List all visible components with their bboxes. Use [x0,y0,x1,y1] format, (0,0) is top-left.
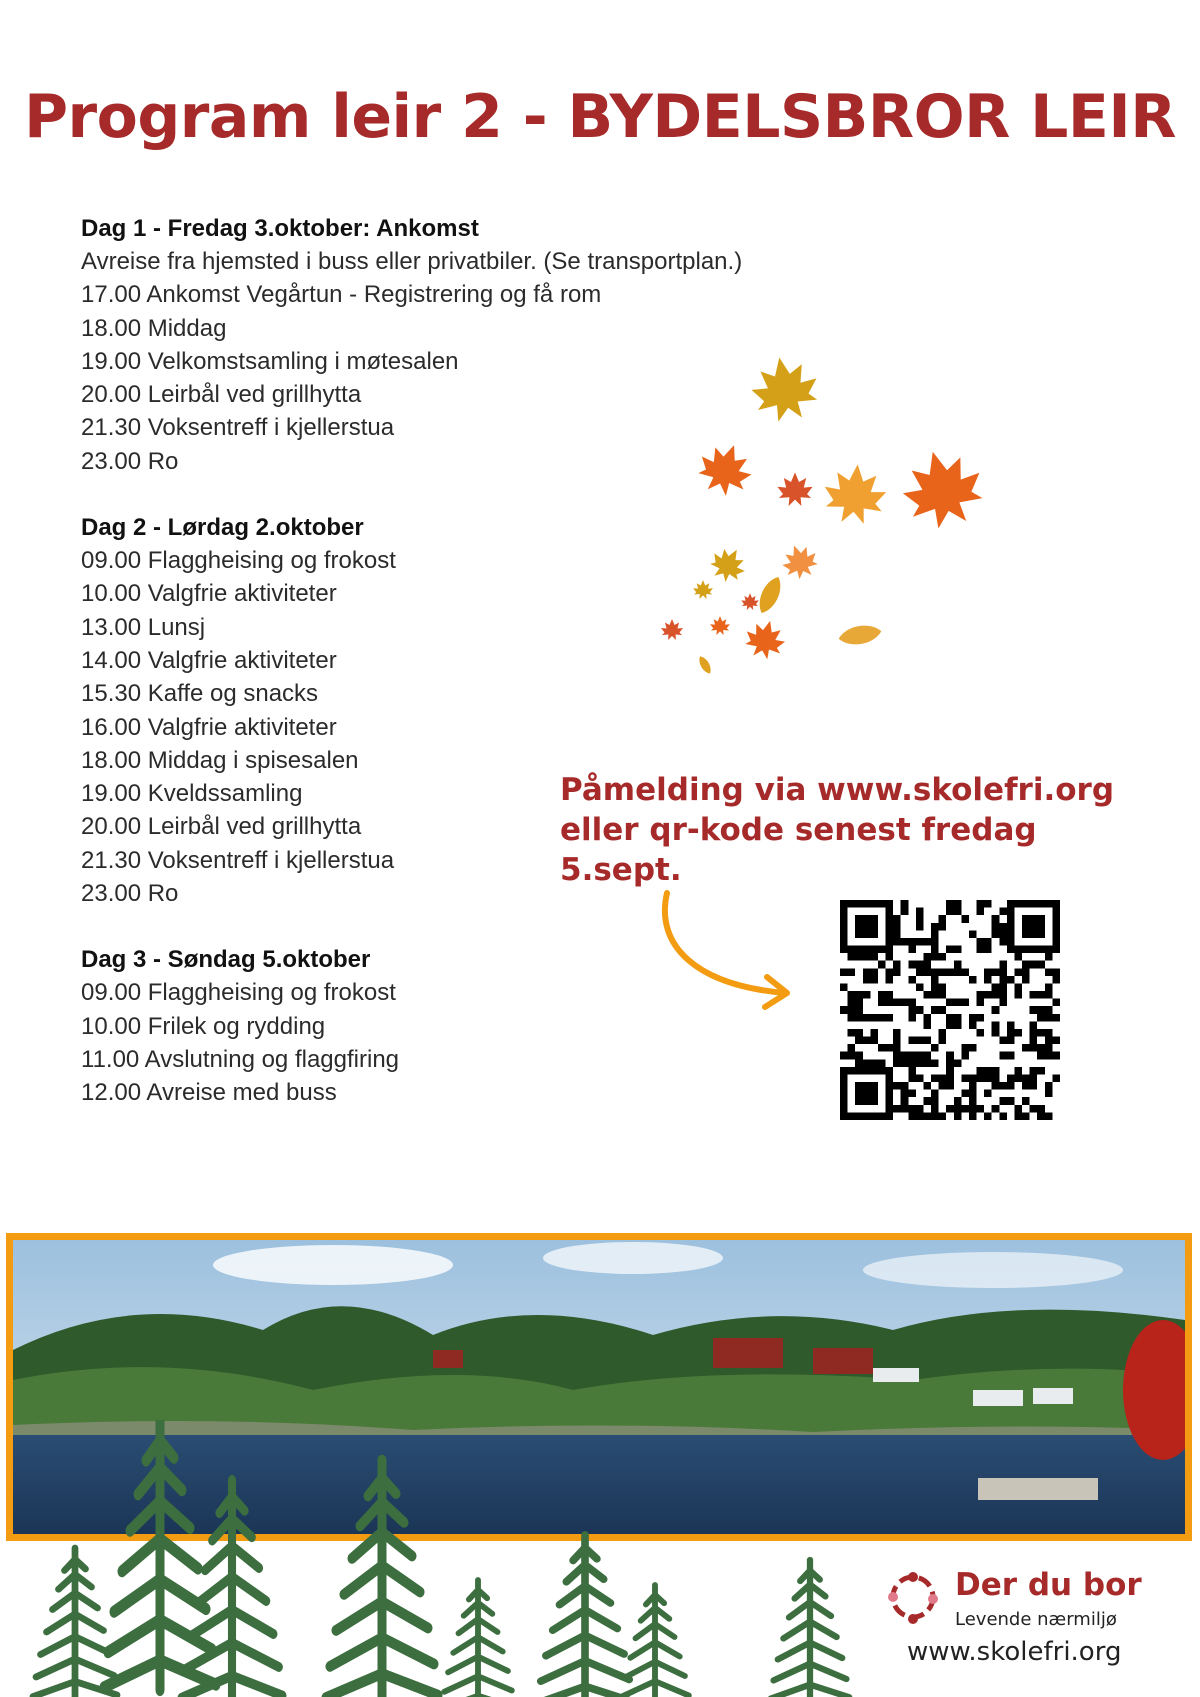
leaf-icon [754,574,786,617]
leaf-icon [747,352,823,426]
schedule-item: 23.00 Ro [81,880,179,908]
signup-info [560,770,1160,890]
leaf-icon [741,616,789,663]
schedule-item: 11.00 Avslutning og flaggfiring [81,1045,400,1073]
schedule-item: 17.00 Ankomst Vegårtun - Registrering og få rom [81,281,602,309]
leaf-icon [822,462,888,526]
schedule-item: 18.00 Middag i spisesalen [81,746,359,774]
schedule-item: 19.00 Velkomstsamling i møtesalen [81,347,459,375]
leaf-icon [895,442,991,536]
tree-icon [537,1535,632,1697]
page-title: Program leir 2 - BYDELSBROR LEIR [24,82,1176,152]
qr-code[interactable] [840,900,1060,1120]
organization-logo [885,1567,1185,1687]
people-circle-icon [885,1569,941,1625]
day-title: Dag 3 - Søndag 5.oktober [81,946,371,974]
leaf-icon [837,622,883,647]
schedule-item: 09.00 Flaggheising og frokost [81,979,396,1007]
day-title: Dag 1 - Fredag 3.oktober: Ankomst [81,215,479,242]
schedule-item: 12.00 Avreise med buss [81,1079,337,1107]
tree-icon [33,1548,117,1697]
schedule-item: 14.00 Valgfrie aktiviteter [81,646,337,674]
signup-line: Påmelding via www.skolefri.org [560,772,1115,808]
schedule-item: 16.00 Valgfrie aktiviteter [81,713,337,741]
day-title: Dag 2 - Lørdag 2.oktober [81,514,364,542]
leaf-icon [777,472,812,506]
signup-line: eller qr-kode senest fredag 5.sept. [560,812,1037,888]
leaf-icon [741,593,759,610]
leaf-icon [692,436,759,501]
schedule-item: 10.00 Valgfrie aktiviteter [81,580,337,608]
schedule-item: 20.00 Leirbål ved grillhytta [81,381,362,409]
schedule-item: 20.00 Leirbål ved grillhytta [81,813,362,841]
day-3 [81,943,701,1109]
tree-icon [104,1420,216,1690]
logo-tagline: Levende nærmiljø [955,1609,1117,1630]
schedule-item: Avreise fra hjemsted i buss eller privatbiler. (Se transportplan.) [81,248,743,275]
schedule-item: 23.00 Ro [81,447,179,475]
website-link[interactable]: www.skolefri.org [907,1637,1122,1667]
forest-illustration [0,1420,900,1697]
leaf-icon [705,541,752,588]
tree-icon [442,1580,515,1697]
schedule-item: 21.30 Voksentreff i kjellerstua [81,846,395,874]
schedule-item: 13.00 Lunsj [81,613,206,641]
day-1 [81,212,743,478]
tree-icon [771,1560,849,1697]
tree-icon [326,1460,438,1697]
schedule-item: 10.00 Frilek og rydding [81,1012,326,1040]
leaf-icon [696,654,713,675]
logo-name: Der du bor [955,1567,1142,1603]
schedule [81,212,743,1143]
leaf-icon [661,619,683,640]
schedule-item: 19.00 Kveldssamling [81,780,303,808]
schedule-item: 15.30 Kaffe og snacks [81,680,319,708]
leaf-icon [693,580,713,599]
leaf-icon [777,539,822,583]
schedule-item: 21.30 Voksentreff i kjellerstua [81,414,395,442]
arrow-icon [655,885,805,1015]
schedule-item: 18.00 Middag [81,314,227,342]
tree-icon [182,1480,283,1697]
autumn-leaves-illustration [650,340,1030,680]
leaf-icon [710,616,730,635]
schedule-item: 09.00 Flaggheising og frokost [81,547,396,575]
